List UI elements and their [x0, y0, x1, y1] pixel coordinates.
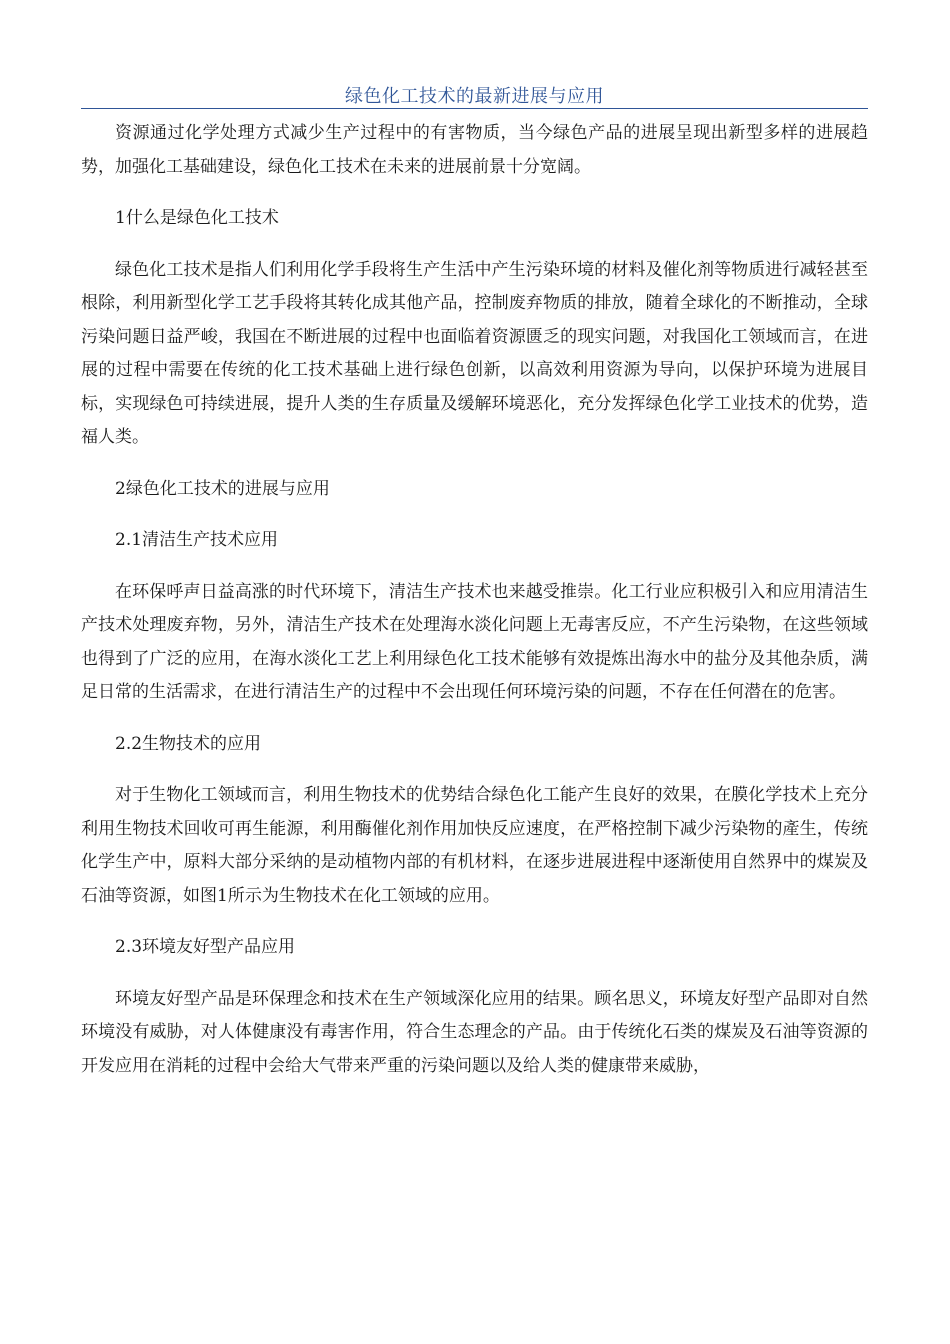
section-2-3-paragraph: 环境友好型产品是环保理念和技术在生产领域深化应用的结果。顾名思义，环境友好型产品即对自然环境没有威胁，对人体健康没有毒害作用，符合生态理念的产品。由于传统化石类的煤炭及石油等资源的开发应用在消耗的过程中会给大气带来严重的污染问题以及给人类的健康带来威胁， [81, 988, 868, 1076]
page-header [81, 78, 868, 109]
section-1-heading: 1什么是绿色化工技术 [115, 208, 279, 228]
section-2-2-paragraph: 对于生物化工领域而言，利用生物技术的优势结合绿色化工能产生良好的效果，在膜化学技术上充分利用生物技术回收可再生能源，利用酶催化剂作用加快反应速度，在严格控制下减少污染物的產生，传统化学生产中，原料大部分采纳的是动植物内部的有机材料，在逐步进展进程中逐渐使用自然界中的煤炭及石油等资源，如图1所示为生物技术在化工领域的应用。 [81, 785, 868, 906]
spacer [81, 506, 868, 524]
page-title: 绿色化工技术的最新进展与应用 [345, 86, 604, 107]
section-2-3-heading: 2.3环境友好型产品应用 [115, 937, 296, 957]
section-2-heading: 2绿色化工技术的进展与应用 [115, 478, 330, 499]
intro-paragraph: 资源通过化学处理方式减少生产过程中的有害物质，当今绿色产品的进展呈现出新型多样的进展趋势，加强化工基础建设，绿色化工技术在未来的进展前景十分宽阔。 [81, 123, 868, 177]
spacer [81, 913, 868, 931]
section-1-paragraph: 绿色化工技术是指人们利用化学手段将生产生活中产生污染环境的材料及催化剂等物质进行减轻甚至根除，利用新型化学工艺手段将其转化成其他产品，控制废弃物质的排放，随着全球化的不断推动，全球污染问题日益严峻，我国在不断进展的过程中也面临着资源匮乏的现实问题，对我国化工领域而言，在进展的过程中需要在传统的化工技术基础上进行绿色创新，以高效利用资源为导向，以保护环境为进展目标，实现绿色可持续进展，提升人类的生存质量及缓解环境恶化，充分发挥绿色化学工业技术的优势，造福人类。 [81, 259, 868, 447]
spacer [81, 184, 868, 202]
spacer [81, 710, 868, 728]
spacer [81, 236, 868, 254]
document-body [81, 117, 868, 1083]
section-2-2-heading: 2.2生物技术的应用 [115, 733, 262, 754]
section-2-1-paragraph: 在环保呼声日益高涨的时代环境下，清洁生产技术也来越受推崇。化工行业应积极引入和应用清洁生产技术处理废弃物，另外，清洁生产技术在处理海水淡化问题上无毒害反应，不产生污染物，在这些领域也得到了广泛的应用，在海水淡化工艺上利用绿色化工技术能够有效提炼出海水中的盐分及其他杂质，满足日常的生活需求，在进行清洁生产的过程中不会出现任何环境污染的问题，不存在任何潜在的危害。 [81, 581, 868, 702]
section-2-1-heading: 2.1清洁生产技术应用 [115, 530, 279, 550]
spacer [81, 455, 868, 473]
spacer [81, 965, 868, 983]
spacer [81, 558, 868, 576]
spacer [81, 761, 868, 779]
